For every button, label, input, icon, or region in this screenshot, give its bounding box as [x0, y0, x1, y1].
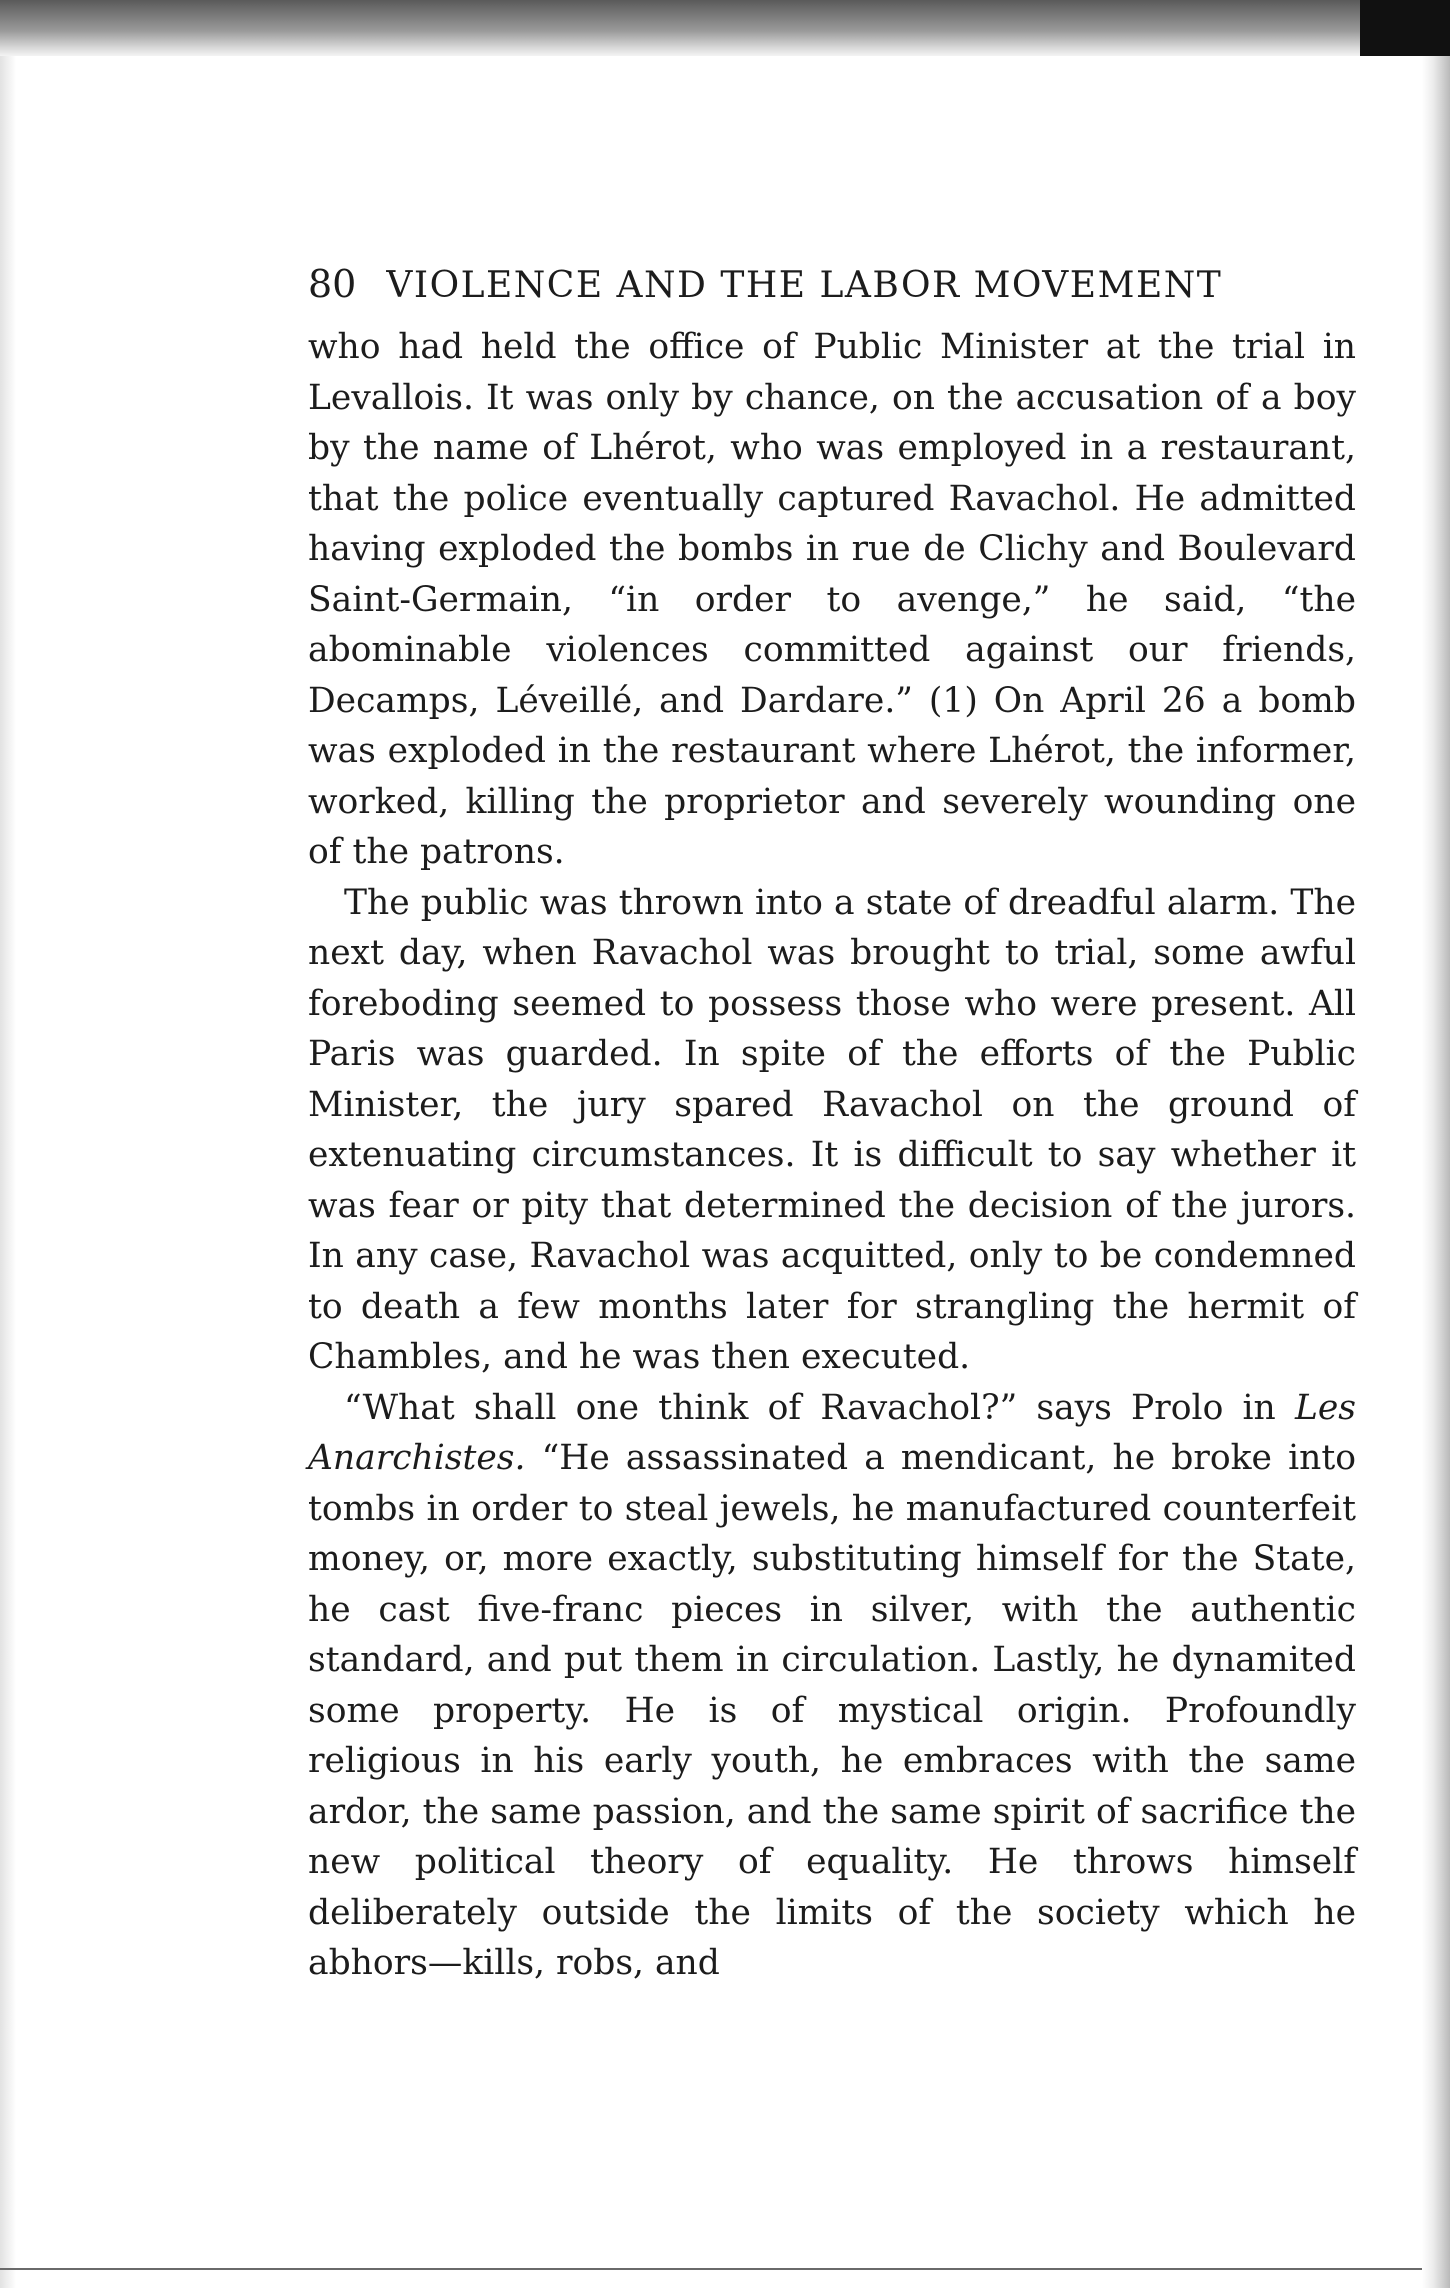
paragraph-1: who had held the office of Public Minister at the trial in Levallois. It was only by chance, on the accusation of a boy by the name of Lhérot, who was employed in a restaurant, that the police eventually captured Ravachol. He admitted having exploded the bombs in rue de Clichy and Boulevard Saint-Germain, “in order to avenge,” he said, “the abominable violences committed against our friends, Decamps, Léveillé, and Dardare.” (1) On April 26 a bomb was exploded in the restaurant where Lhérot, the informer, worked, killing the proprietor and severely wounding one of the patrons.	[308, 327, 1356, 872]
book-title: VIOLENCE AND THE LABOR MOVEMENT	[386, 265, 1223, 306]
book-reference: Les Anarchistes.	[308, 1387, 1356, 1478]
body-text	[308, 322, 1356, 1989]
scan-top-corner	[1360, 0, 1450, 56]
page-number: 80	[308, 262, 357, 306]
book-page	[308, 262, 1356, 1989]
paragraph-3-start: “What shall one think of Ravachol?” says Prolo in	[344, 1387, 1295, 1428]
paragraph-3	[308, 1383, 1356, 1989]
scan-top-band	[0, 0, 1450, 56]
scan-left-edge	[0, 56, 16, 2288]
running-head	[308, 262, 1356, 310]
paragraph-3-rest: “He assassinated a mendicant, he broke into tombs in order to steal jewels, he manufactured counterfeit money, or, more exactly, substituting himself for the State, he cast five-franc pieces in silver, with the authentic standard, and put them in circulation. Lastly, he dynamited some property. He is of mystical origin. Profoundly religious in his early youth, he embraces with the same ardor, the same passion, and the same spirit of sacrifice the new political theory of equality. He throws himself deliberately outside the limits of the society which he abhors—kills, robs, and	[308, 1438, 1356, 1983]
scan-right-shadow	[1422, 56, 1450, 2288]
scan-bottom-rule	[0, 2268, 1422, 2270]
paragraph-2: The public was thrown into a state of dreadful alarm. The next day, when Ravachol was brought to trial, some awful foreboding seemed to possess those who were present. All Paris was guarded. In spite of the efforts of the Public Minister, the jury spared Ravachol on the ground of extenuating circumstances. It is difficult to say whether it was fear or pity that determined the decision of the jurors. In any case, Ravachol was acquitted, only to be condemned to death a few months later for strangling the hermit of Chambles, and he was then executed.	[308, 882, 1356, 1377]
